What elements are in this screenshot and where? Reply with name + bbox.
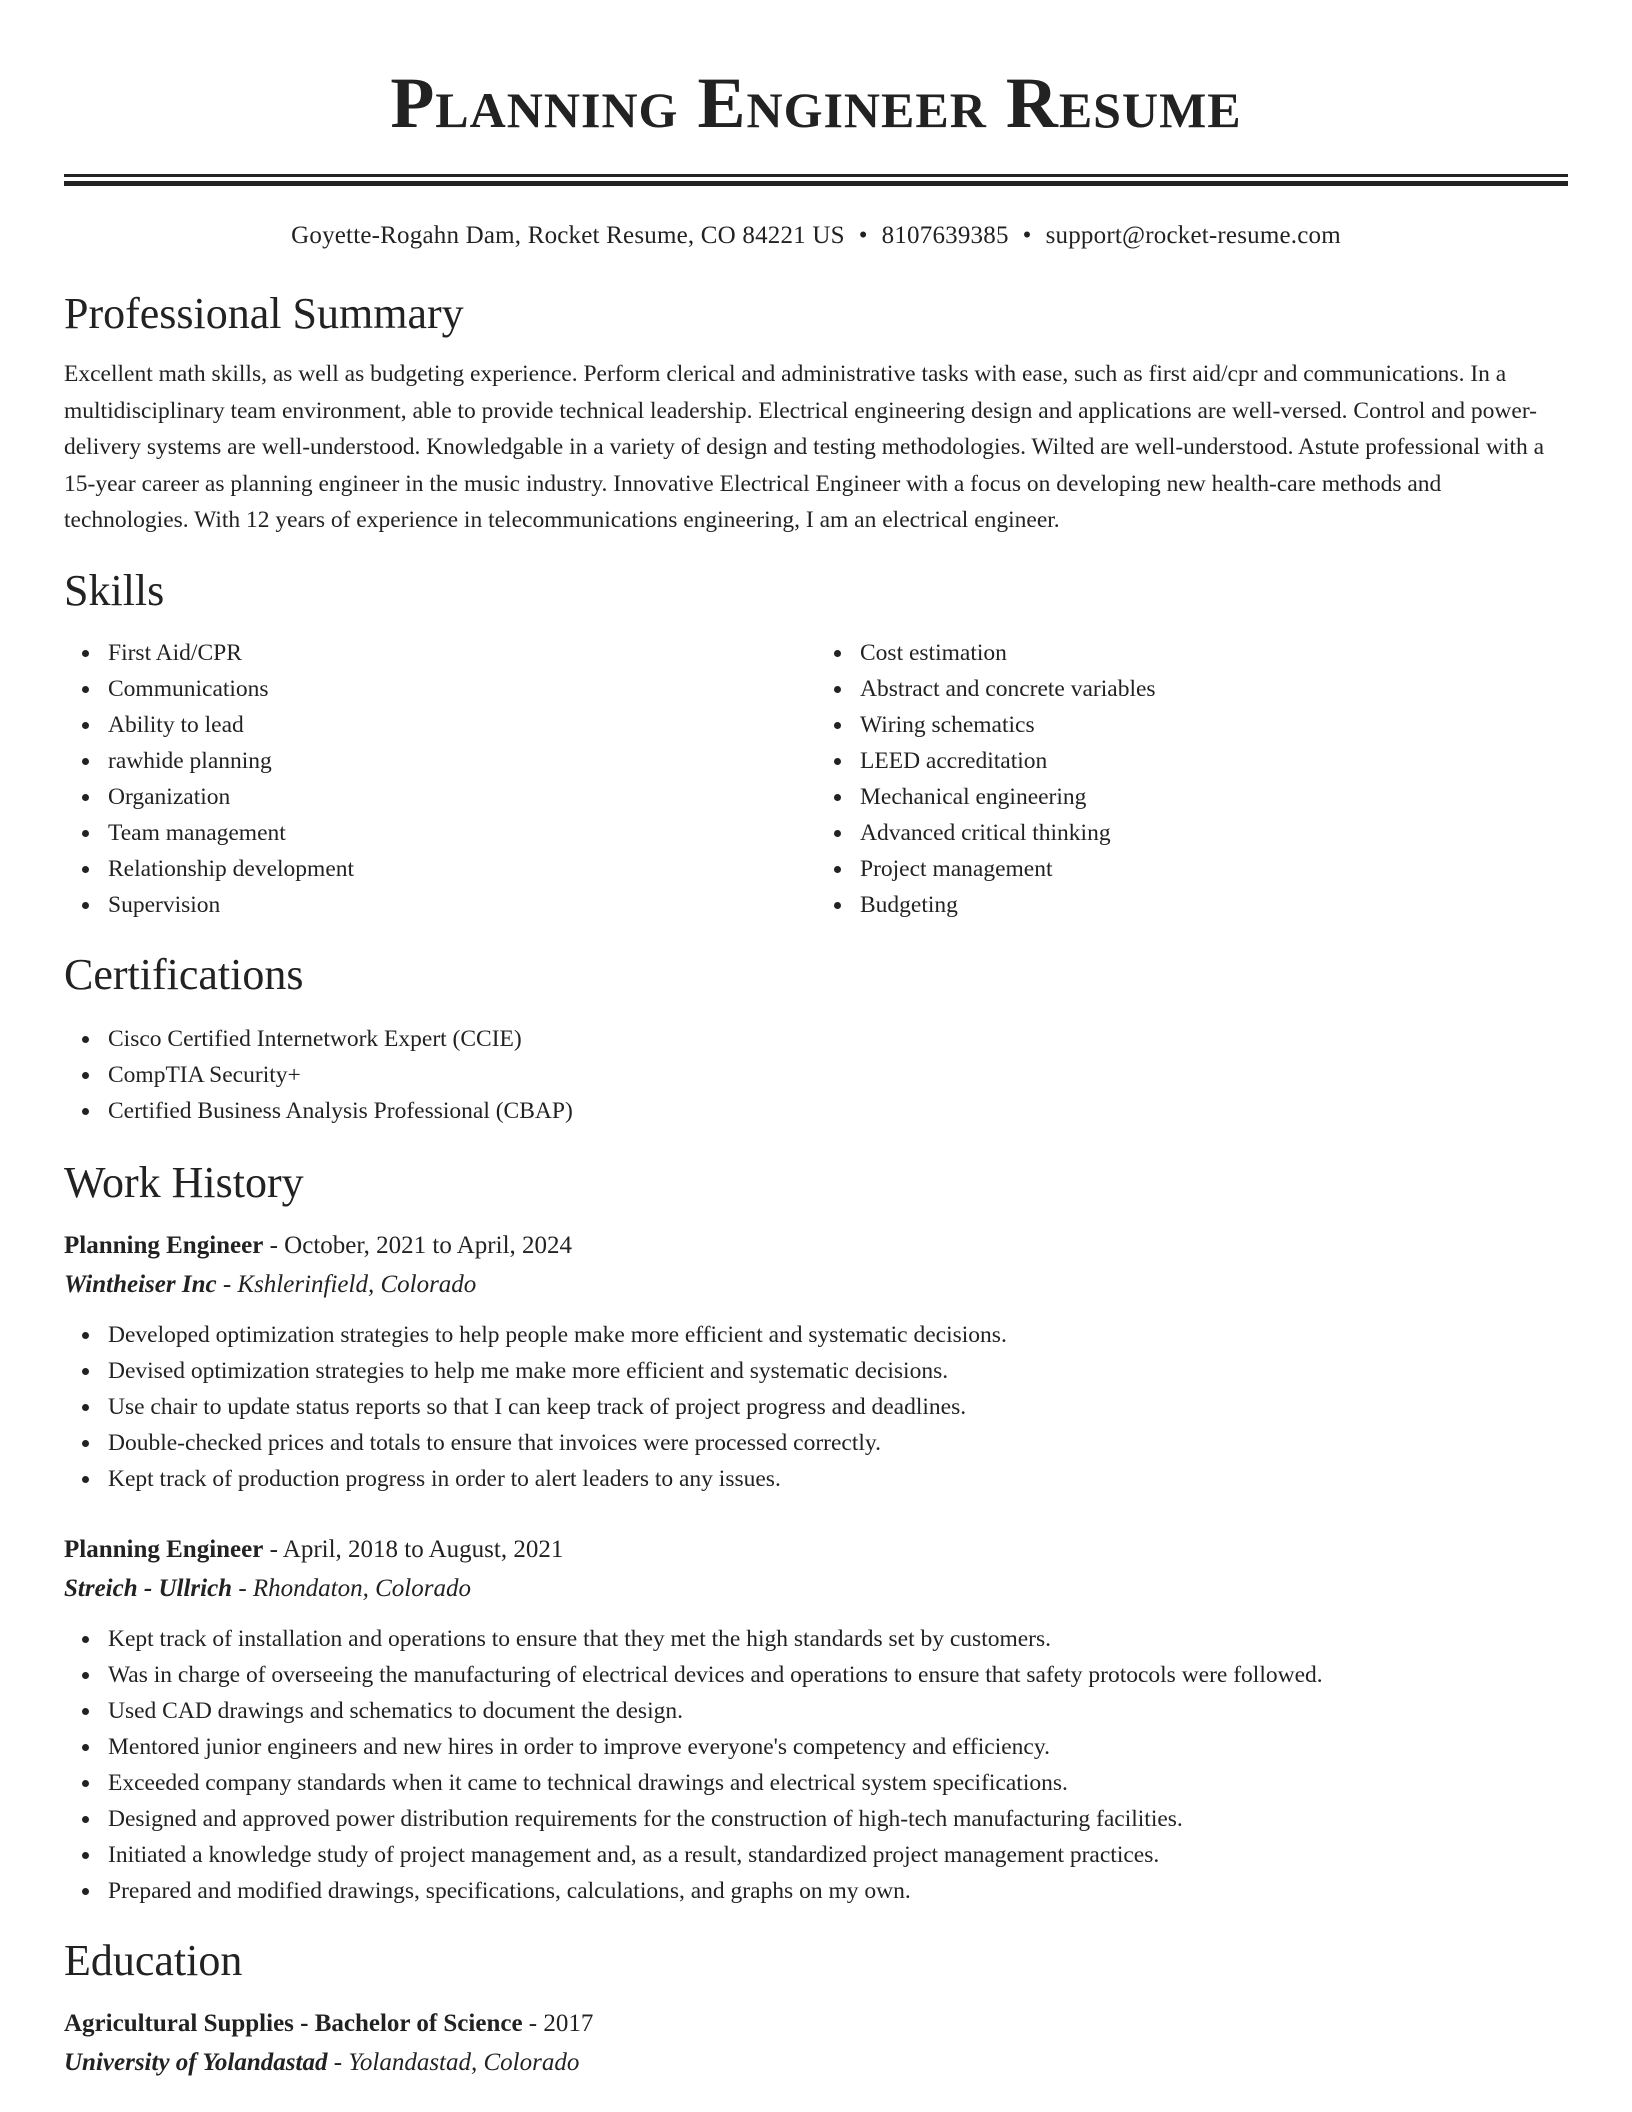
job-bullet: Was in charge of overseeing the manufacturing of electrical devices and operations to ensure that safety protocols were followed. [108,1657,1568,1693]
job-entry [64,1531,1568,1909]
job-bullet: Mentored junior engineers and new hires in order to improve everyone's competency and efficiency. [108,1729,1568,1765]
skill-item: Wiring schematics [860,707,1568,743]
education-degree-line [64,2005,1568,2043]
job-bullet: Devised optimization strategies to help me make more efficient and systematic decisions. [108,1353,1568,1389]
contact-separator: • [858,222,868,249]
certification-item: Cisco Certified Internetwork Expert (CCIE) [108,1021,1568,1057]
job-dates: - October, 2021 to April, 2024 [263,1231,573,1259]
education-school-line [64,2043,1568,2083]
skill-item: Supervision [108,887,816,923]
skill-item: Project management [860,851,1568,887]
contact-phone: 8107639385 [881,222,1009,249]
job-location: - Kshlerinfield, Colorado [216,1270,477,1298]
skill-item: Communications [108,671,816,707]
job-company-line [64,1569,1568,1609]
job-bullet: Designed and approved power distribution requirements for the construction of high-tech manufacturing facilities. [108,1801,1568,1837]
contact-line [64,220,1568,252]
job-company: Wintheiser Inc [64,1270,217,1298]
skill-item: Budgeting [860,887,1568,923]
skill-item: Relationship development [108,851,816,887]
job-bullet: Kept track of production progress in order to alert leaders to any issues. [108,1461,1568,1497]
skill-item: LEED accreditation [860,743,1568,779]
job-bullet: Exceeded company standards when it came to technical drawings and electrical system specifications. [108,1765,1568,1801]
skill-item: Abstract and concrete variables [860,671,1568,707]
job-title-line [64,1227,1568,1265]
contact-separator: • [1022,222,1032,249]
skill-item: Organization [108,779,816,815]
job-role: Planning Engineer [64,1231,264,1259]
job-bullet: Used CAD drawings and schematics to document the design. [108,1693,1568,1729]
job-role: Planning Engineer [64,1535,264,1563]
skill-item: First Aid/CPR [108,635,816,671]
education-location: - Yolandastad, Colorado [327,2048,580,2076]
certification-item: Certified Business Analysis Professional (CBAP) [108,1093,1568,1129]
skills-grid [64,635,1568,923]
education-year: - 2017 [522,2009,594,2037]
page-title: Planning Engineer Resume [390,63,1242,143]
skill-item: Ability to lead [108,707,816,743]
skills-heading: Skills [64,565,165,615]
skills-section [64,565,1568,923]
job-bullet: Kept track of installation and operations to ensure that they met the high standards set by customers. [108,1621,1568,1657]
certifications-section [64,949,1568,1129]
education-section [64,1935,1568,2083]
job-bullet: Prepared and modified drawings, specifications, calculations, and graphs on my own. [108,1873,1568,1909]
contact-address: Goyette-Rogahn Dam, Rocket Resume, CO 84221 US [291,222,845,249]
job-bullets [64,1317,1568,1497]
skill-item: rawhide planning [108,743,816,779]
job-location: - Rhondaton, Colorado [232,1574,471,1602]
work-history-section [64,1157,1568,1909]
skill-item: Mechanical engineering [860,779,1568,815]
skills-list-right [816,635,1568,923]
certifications-heading: Certifications [64,949,304,999]
skill-item: Team management [108,815,816,851]
summary-section [64,288,1568,539]
job-bullet: Use chair to update status reports so that I can keep track of project progress and deadlines. [108,1389,1568,1425]
job-bullet: Double-checked prices and totals to ensure that invoices were processed correctly. [108,1425,1568,1461]
skill-item: Advanced critical thinking [860,815,1568,851]
education-school: University of Yolandastad [64,2048,328,2076]
skill-item: Cost estimation [860,635,1568,671]
header-divider [64,174,1568,186]
education-heading: Education [64,1935,243,1985]
certification-item: CompTIA Security+ [108,1057,1568,1093]
certifications-list [64,1021,1568,1129]
job-dates: - April, 2018 to August, 2021 [263,1535,564,1563]
job-bullet: Developed optimization strategies to help people make more efficient and systematic decisions. [108,1317,1568,1353]
skills-list-left [64,635,816,923]
job-bullets [64,1621,1568,1909]
job-entry [64,1227,1568,1497]
job-company: Streich - Ullrich [64,1574,233,1602]
education-entry [64,2005,1568,2083]
education-degree: Agricultural Supplies - Bachelor of Science [64,2009,523,2037]
work-history-heading: Work History [64,1157,304,1207]
summary-text: Excellent math skills, as well as budgeting experience. Perform clerical and administrative tasks with ease, such as first aid/cpr and communications. In a multidisciplinary team environment, able to provide technical leadership. Electrical engineering design and applications are well-versed. Control and power-delivery systems are well-understood. Knowledgable in a variety of design and testing methodologies. Wilted are well-understood. Astute professional with a 15-year career as planning engineer in the music industry. Innovative Electrical Engineer with a focus on developing new health-care methods and technologies. With 12 years of experience in telecommunications engineering, I am an electrical engineer. [64,361,1545,533]
summary-heading: Professional Summary [64,289,464,338]
job-company-line [64,1265,1568,1305]
job-bullet: Initiated a knowledge study of project management and, as a result, standardized project management practices. [108,1837,1568,1873]
contact-email: support@rocket-resume.com [1045,222,1341,249]
job-title-line [64,1531,1568,1569]
